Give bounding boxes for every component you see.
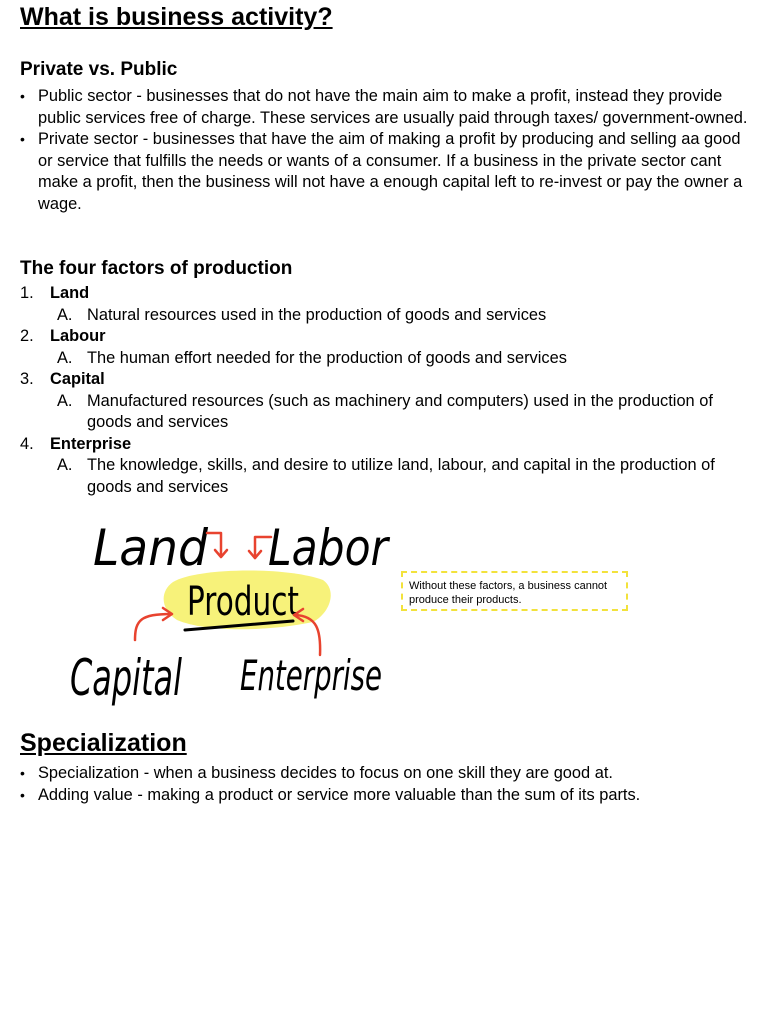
- list-item: • Adding value - making a product or service more valuable than the sum of its parts.: [20, 785, 755, 807]
- factor-number: 2.: [20, 327, 34, 345]
- factor-description: [57, 455, 740, 498]
- factor-item: [20, 283, 740, 326]
- private-public-list: [20, 86, 755, 215]
- factor-letter: A.: [57, 456, 73, 474]
- specialization-heading: Specialization: [20, 729, 187, 757]
- factor-description-text: Manufactured resources (such as machinery and computers) used in the production of goods and services: [87, 391, 713, 431]
- sketch-word-product: Product: [187, 579, 299, 625]
- sketch-word-labor: Labor: [268, 519, 391, 577]
- list-item: • Specialization - when a business decides to focus on one skill they are good at.: [20, 763, 755, 785]
- sketch-word-enterprise: Enterprise: [240, 651, 382, 700]
- sketch-callout: Without these factors, a business cannot produce their products.: [401, 571, 628, 611]
- specialization-list: [20, 763, 755, 806]
- factor-name: Capital: [50, 370, 105, 388]
- factor-name: Labour: [50, 327, 106, 345]
- sketch-word-land: Land: [93, 519, 209, 577]
- factor-number: 3.: [20, 370, 34, 388]
- factor-number: 4.: [20, 434, 34, 453]
- factors-list: [20, 283, 740, 498]
- factors-heading: The four factors of production: [20, 258, 293, 279]
- list-item: • Public sector - businesses that do not have the main aim to make a profit, instead they provide public services free of charge. These services are usually paid through taxes/ government-owned.: [20, 86, 755, 129]
- factor-description: [57, 391, 740, 434]
- sketch-word-capital: Capital: [70, 649, 183, 707]
- factor-letter: A.: [57, 391, 73, 410]
- factor-number: 1.: [20, 284, 34, 302]
- factor-item: [20, 326, 740, 369]
- factor-letter: A.: [57, 305, 73, 324]
- factors-sketch: [55, 500, 400, 715]
- factor-name: Land: [50, 284, 90, 302]
- factor-letter: A.: [57, 348, 73, 367]
- factor-description-text: The human effort needed for the production of goods and services: [87, 348, 567, 367]
- factor-description-text: The knowledge, skills, and desire to utilize land, labour, and capital in the production of goods and services: [87, 456, 715, 496]
- list-item: • Private sector - businesses that have the aim of making a profit by producing and selling aa good or service that fulfills the needs or wants of a consumer. If a business in the private sector cant make a profit, then the business will not have a enough capital left to re-invest or pay the owner a wage.: [20, 129, 755, 215]
- arrow-capital: [135, 608, 172, 640]
- factor-item: [20, 434, 740, 499]
- private-public-heading: Private vs. Public: [20, 59, 178, 80]
- arrow-land: [207, 533, 227, 557]
- factor-name: Enterprise: [50, 434, 132, 453]
- factor-item: [20, 369, 740, 434]
- page-title: What is business activity?: [20, 3, 333, 31]
- factor-description: [57, 348, 740, 370]
- factor-description-text: Natural resources used in the production of goods and services: [87, 305, 547, 324]
- factor-description: [57, 305, 740, 327]
